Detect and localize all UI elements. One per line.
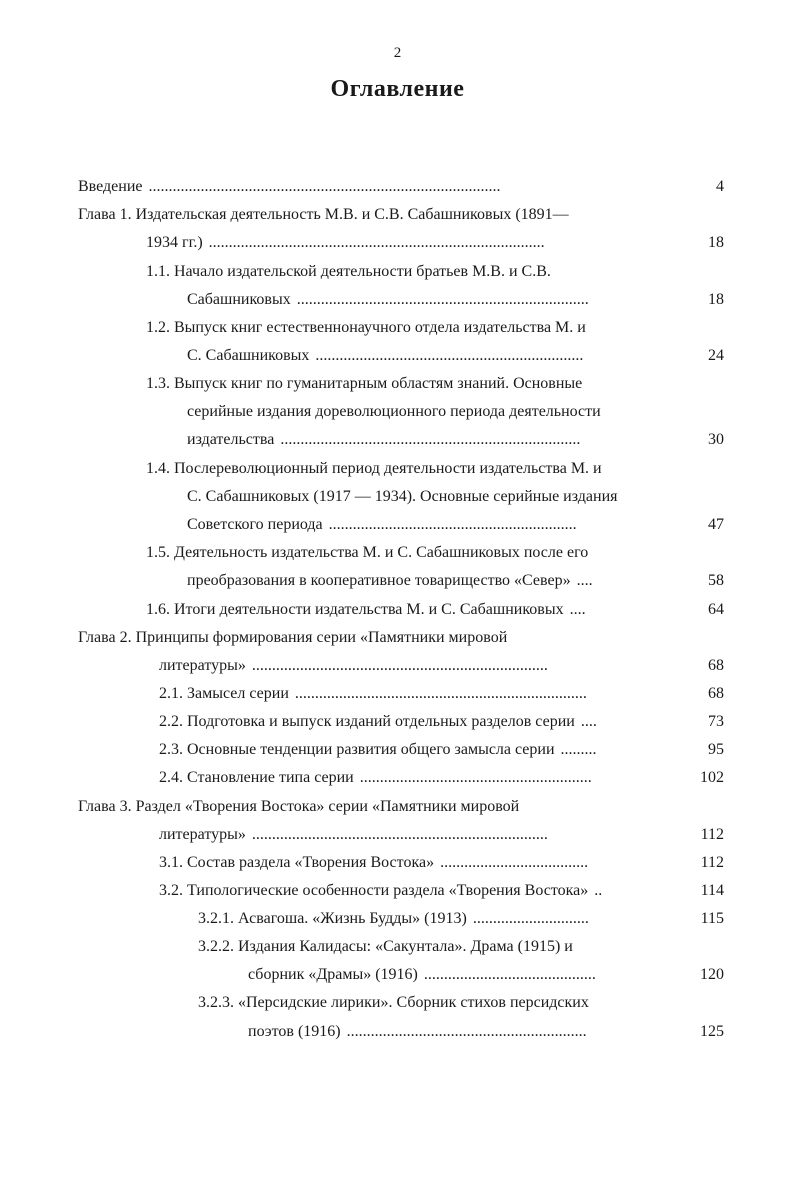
toc-page-number: 58 [708, 572, 724, 589]
toc-entry-title: 1.6. Итоги деятельности издательства М. и С. Сабашниковых [146, 601, 564, 618]
toc-entry [146, 539, 588, 567]
toc-entry-title: 3.2.1. Асвагоша. «Жизнь Будды» (1913) [198, 910, 467, 927]
toc-entry [198, 989, 589, 1017]
toc-entry [78, 201, 569, 229]
toc-entry-title: 3.2.3. «Персидские лирики». Сборник стихов персидских [198, 994, 589, 1011]
toc-entry [78, 624, 507, 652]
toc-leader-dots: .................................................................................... [208, 234, 545, 251]
toc-entry-title: литературы» [159, 657, 246, 674]
toc-entry [146, 314, 586, 342]
toc-leader-dots: ..................................... [440, 854, 589, 871]
toc-page-number: 18 [708, 234, 724, 251]
toc-leader-dots: .. [594, 882, 603, 899]
toc-page-number: 114 [700, 882, 724, 899]
toc-leader-dots: ......................................................................... [294, 685, 587, 702]
toc-leader-dots: .......................................................................... [251, 826, 548, 843]
toc-entry [198, 905, 589, 933]
toc-page-number: 95 [708, 741, 724, 758]
toc-entry-title: 1934 гг.) [146, 234, 203, 251]
toc-entry-title: С. Сабашниковых [187, 347, 310, 364]
toc-entry [159, 652, 548, 680]
toc-leader-dots: ................................................................... [315, 347, 584, 364]
toc-entry [159, 708, 597, 736]
toc-entry-title: 2.3. Основные тенденции развития общего замысла серии [159, 741, 555, 758]
toc-entry [146, 455, 602, 483]
page-title: Оглавление [330, 76, 465, 102]
toc-entry-title: 2.2. Подготовка и выпуск изданий отдельных разделов серии [159, 713, 575, 730]
toc-page-number: 68 [708, 685, 724, 702]
toc-entry-title: Введение [78, 178, 143, 195]
toc-entry [146, 258, 551, 286]
toc-entry-title: издательства [187, 431, 275, 448]
toc-leader-dots: ............................................................ [346, 1023, 587, 1040]
toc-entry [159, 877, 602, 905]
toc-leader-dots: .... [580, 713, 597, 730]
toc-entry [159, 680, 587, 708]
toc-entry-title: 1.2. Выпуск книг естественнонаучного отдела издательства М. и [146, 319, 586, 336]
toc-page-number: 24 [708, 347, 724, 364]
toc-entry [146, 370, 582, 398]
toc-entry-title: 3.2.2. Издания Калидасы: «Сакунтала». Драма (1915) и [198, 938, 573, 955]
toc-entry [159, 764, 592, 792]
toc-entry-title: 2.1. Замысел серии [159, 685, 289, 702]
toc-page-number: 30 [708, 431, 724, 448]
toc-entry-title: Глава 1. Издательская деятельность М.В. и С.В. Сабашниковых (1891— [78, 206, 569, 223]
toc-entry-title: сборник «Драмы» (1916) [248, 966, 418, 983]
toc-entry [187, 286, 589, 314]
toc-page-number: 18 [708, 291, 724, 308]
toc-leader-dots: .......................................................... [359, 769, 592, 786]
toc-entry [187, 511, 577, 539]
toc-page-number: 115 [700, 910, 724, 927]
toc-page-number: 112 [700, 854, 724, 871]
toc-entry [146, 229, 545, 257]
toc-entry [198, 933, 573, 961]
toc-entry-title: С. Сабашниковых (1917 — 1934). Основные серийные издания [187, 488, 618, 505]
toc-page-number: 64 [708, 601, 724, 618]
toc-entry [187, 342, 583, 370]
toc-entry-title: 2.4. Становление типа серии [159, 769, 354, 786]
toc-leader-dots: .... [576, 572, 593, 589]
toc-entry [146, 596, 586, 624]
toc-entry-title: Глава 3. Раздел «Творения Востока» серии «Памятники мировой [78, 798, 520, 815]
toc-entry-title: преобразования в кооперативное товарищество «Север» [187, 572, 571, 589]
toc-page-number: 102 [700, 769, 724, 786]
toc-leader-dots: ........................................................................................ [148, 178, 501, 195]
toc-entry-title: 3.2. Типологические особенности раздела «Творения Востока» [159, 882, 589, 899]
toc-leader-dots: ......................................................................... [296, 291, 589, 308]
toc-page-number: 68 [708, 657, 724, 674]
toc-entry [187, 567, 593, 595]
toc-leader-dots: ........................................................................... [280, 431, 581, 448]
toc-leader-dots: ........................................... [423, 966, 596, 983]
toc-entry [78, 793, 519, 821]
toc-entry-title: Сабашниковых [187, 291, 291, 308]
toc-page-number: 120 [700, 966, 724, 983]
toc-leader-dots: ......... [560, 741, 597, 758]
toc-entry [187, 398, 601, 426]
toc-entry-title: 1.4. Послереволюционный период деятельности издательства М. и [146, 460, 602, 477]
toc-page-number: 4 [716, 178, 724, 195]
toc-entry-title: Советского периода [187, 516, 323, 533]
toc-entry [78, 173, 501, 201]
toc-entry [187, 426, 580, 454]
toc-entry-title: 3.1. Состав раздела «Творения Востока» [159, 854, 435, 871]
toc-entry [248, 1018, 587, 1046]
toc-entry-title: 1.3. Выпуск книг по гуманитарным областям знаний. Основные [146, 375, 583, 392]
page-number: 2 [393, 45, 402, 61]
toc-page-number: 47 [708, 516, 724, 533]
toc-entry [159, 849, 588, 877]
toc-entry-title: Глава 2. Принципы формирования серии «Памятники мировой [78, 629, 508, 646]
toc-leader-dots: ............................. [472, 910, 589, 927]
toc-page-number: 125 [700, 1023, 724, 1040]
toc-page-number: 112 [700, 826, 724, 843]
toc-entry [248, 961, 596, 989]
toc-leader-dots: .............................................................. [328, 516, 577, 533]
toc-entry [159, 821, 548, 849]
toc-entry-title: 1.1. Начало издательской деятельности братьев М.В. и С.В. [146, 263, 551, 280]
toc-entry [159, 736, 597, 764]
toc-entry [187, 483, 618, 511]
toc-entry-title: литературы» [159, 826, 246, 843]
toc-entry-title: поэтов (1916) [248, 1023, 341, 1040]
toc-entry-title: 1.5. Деятельность издательства М. и С. Сабашниковых после его [146, 544, 589, 561]
toc-leader-dots: .......................................................................... [251, 657, 548, 674]
toc-page-number: 73 [708, 713, 724, 730]
toc-leader-dots: .... [569, 601, 586, 618]
toc-entry-title: серийные издания дореволюционного периода деятельности [187, 403, 601, 420]
